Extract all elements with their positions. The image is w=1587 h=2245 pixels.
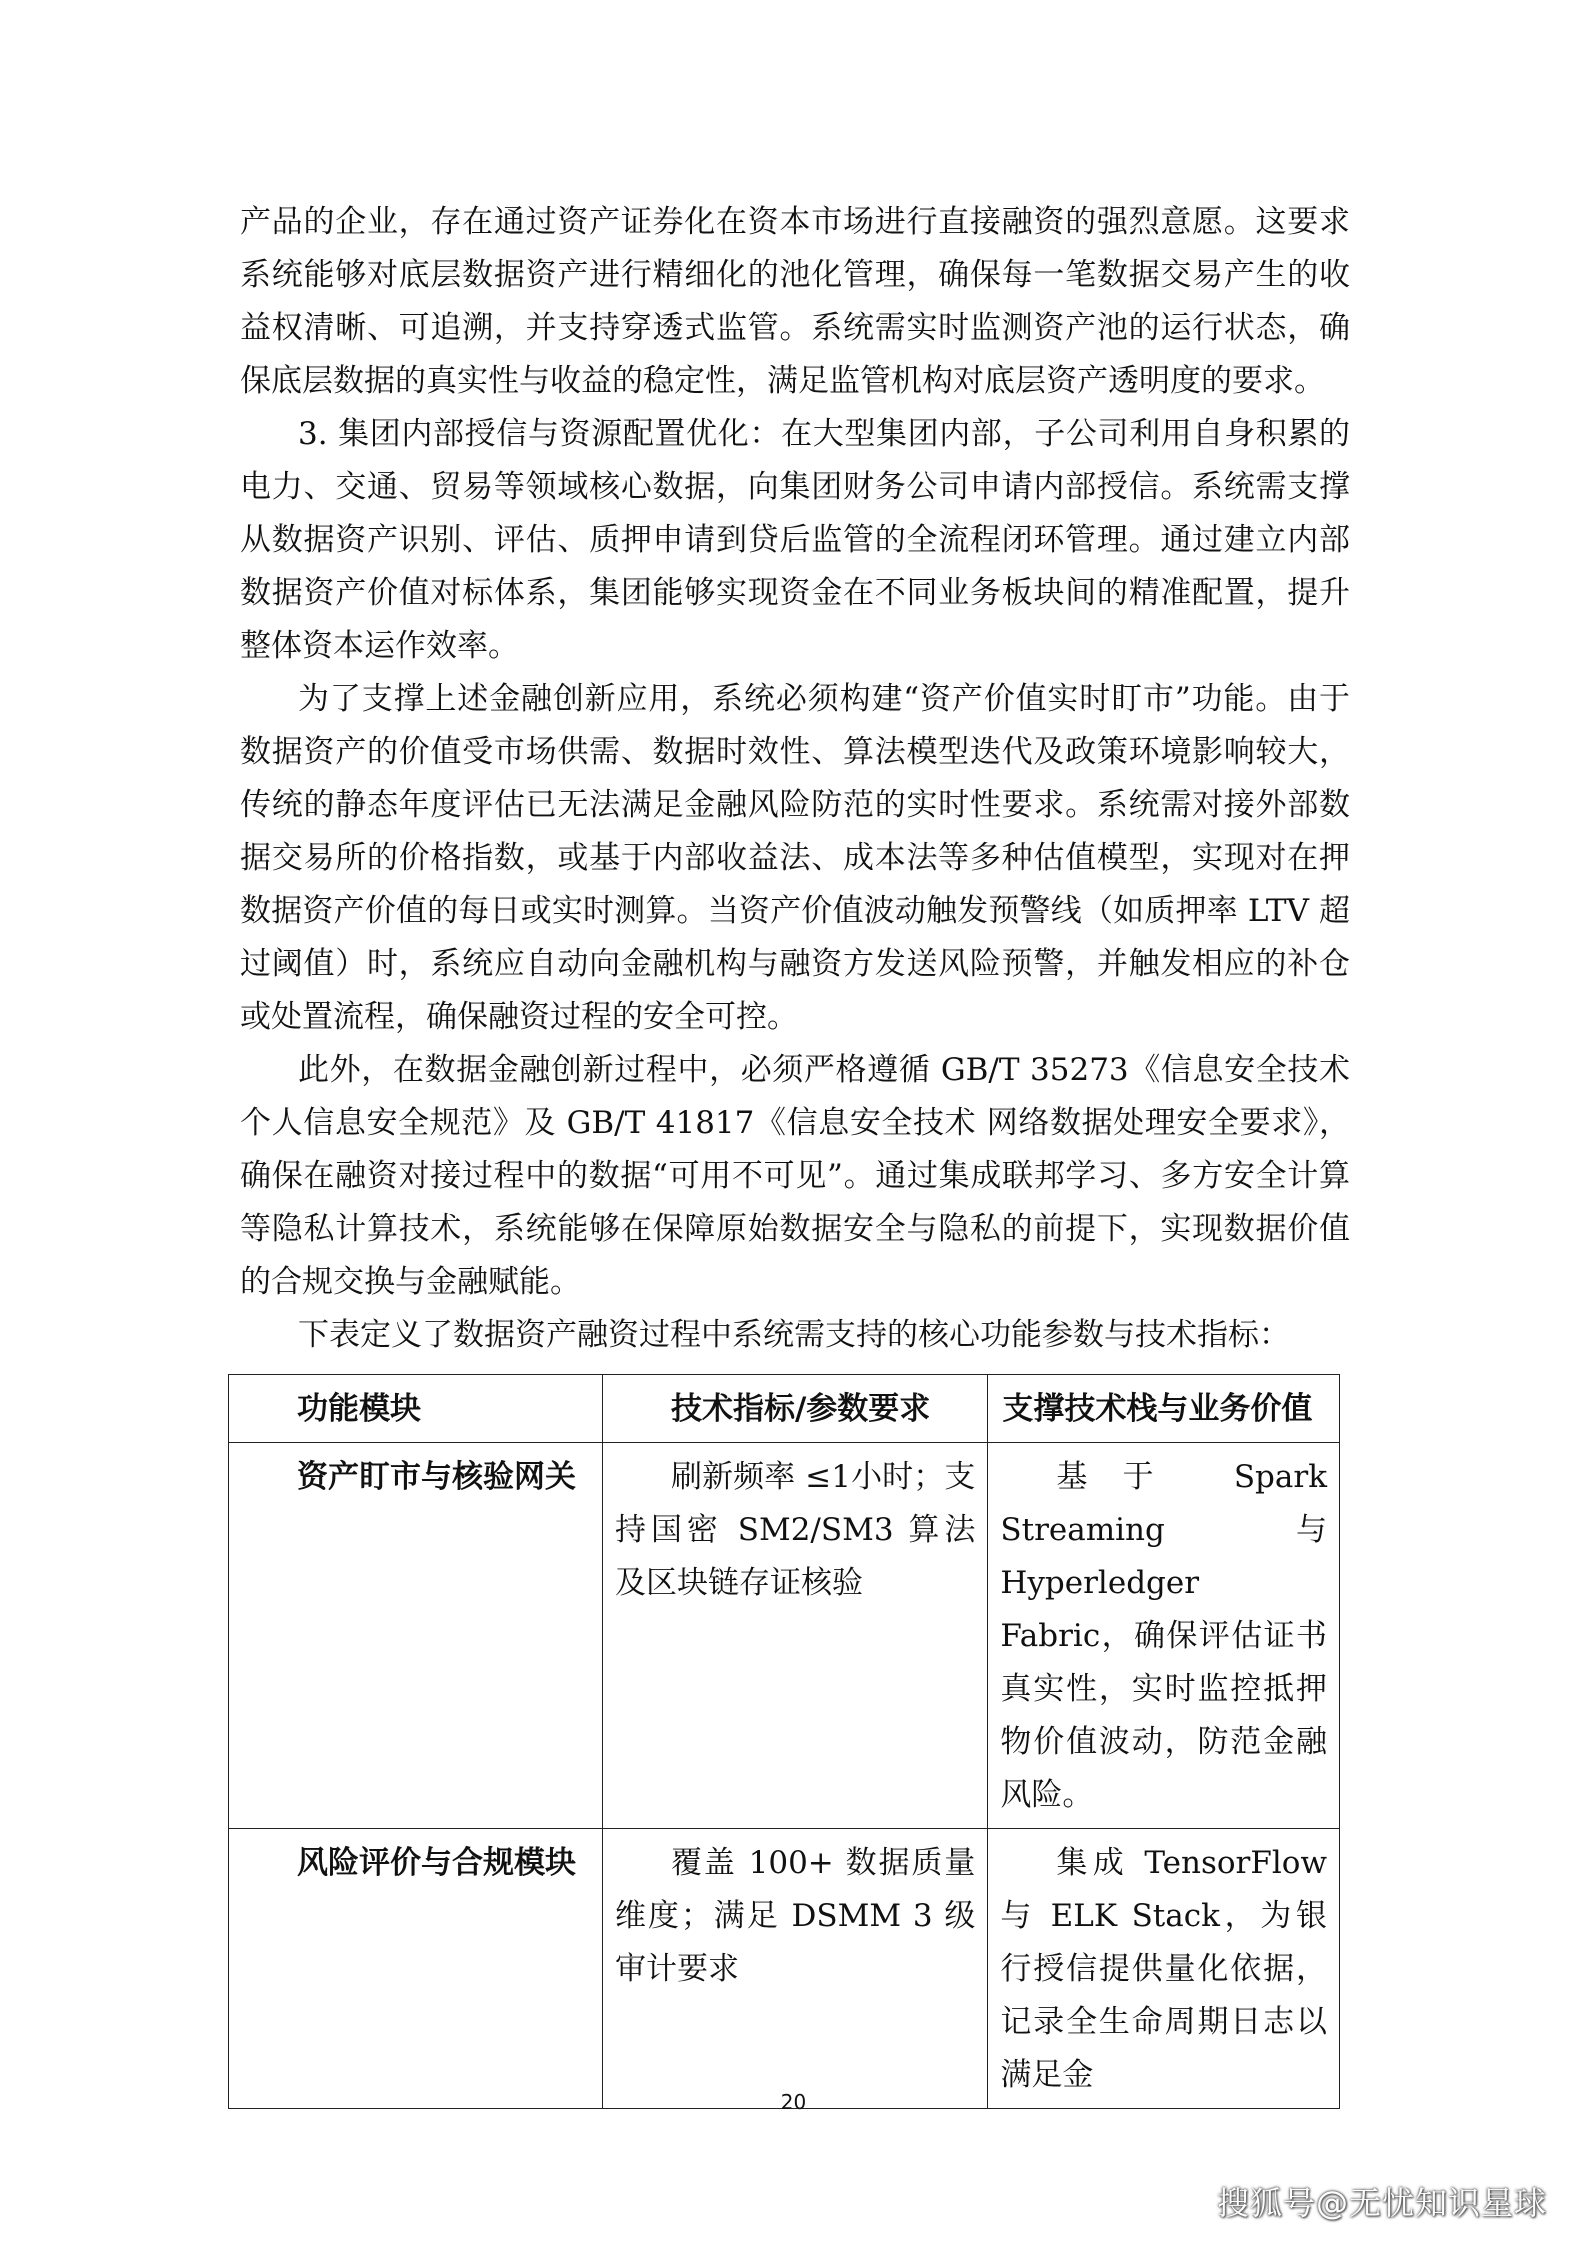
spec-table: [228, 1374, 1340, 2109]
source-watermark: 搜狐号@无忧知识星球: [1216, 2184, 1547, 2222]
paragraph-group-credit: 3. 集团内部授信与资源配置优化：在大型集团内部，子公司利用自身积累的电力、交通、贸易等领域核心数据，向集团财务公司申请内部授信。系统需支撑从数据资产识别、评估、质押申请到贷后监管的全流程闭环管理。通过建立内部数据资产价值对标体系，集团能够实现资金在不同业务板块间的精准配置，提升整体资本运作效率。: [240, 416, 1350, 664]
table-row: [229, 1829, 1340, 2109]
table-intro: 下表定义了数据资产融资过程中系统需支持的核心功能参数与技术指标：: [298, 1317, 1290, 1353]
cell-module: 风险评价与合规模块: [229, 1829, 603, 2109]
body-text: [240, 196, 1350, 1362]
table-row: [229, 1443, 1340, 1829]
cell-value: 基于 Spark Streaming 与 Hyperledger Fabric，确保评估证书真实性，实时监控抵押物价值波动，防范金融风险。: [988, 1443, 1340, 1829]
paragraph-asset-securitization: 产品的企业，存在通过资产证券化在资本市场进行直接融资的强烈意愿。这要求系统能够对底层数据资产进行精细化的池化管理，确保每一笔数据交易产生的收益权清晰、可追溯，并支持穿透式监管。系统需实时监测资产池的运行状态，确保底层数据的真实性与收益的稳定性，满足监管机构对底层资产透明度的要求。: [240, 204, 1350, 399]
header-module: 功能模块: [229, 1375, 603, 1443]
cell-spec: 刷新频率 ≤1小时；支持国密 SM2/SM3 算法及区块链存证核验: [602, 1443, 987, 1829]
cell-spec: 覆盖 100+ 数据质量维度；满足 DSMM 3 级审计要求: [602, 1829, 987, 2109]
cell-module: 资产盯市与核验网关: [229, 1443, 603, 1829]
paragraph-mark-to-market: 为了支撑上述金融创新应用，系统必须构建“资产价值实时盯市”功能。由于数据资产的价值受市场供需、数据时效性、算法模型迭代及政策环境影响较大，传统的静态年度评估已无法满足金融风险防范的实时性要求。系统需对接外部数据交易所的价格指数，或基于内部收益法、成本法等多种估值模型，实现对在押数据资产价值的每日或实时测算。当资产价值波动触发预警线（如质押率 LTV 超过阈值）时，系统应自动向金融机构与融资方发送风险预警，并触发相应的补仓或处置流程，确保融资过程的安全可控。: [240, 681, 1350, 1035]
paragraph-compliance: 此外，在数据金融创新过程中，必须严格遵循 GB/T 35273《信息安全技术 个人信息安全规范》及 GB/T 41817《信息安全技术 网络数据处理安全要求》，确保在融资对接过程中的数据“可用不可见”。通过集成联邦学习、多方安全计算等隐私计算技术，系统能够在保障原始数据安全与隐私的前提下，实现数据价值的合规交换与金融赋能。: [240, 1052, 1350, 1300]
cell-value: 集成 TensorFlow 与 ELK Stack，为银行授信提供量化依据，记录全生命周期日志以满足金: [988, 1829, 1340, 2109]
table-header-row: [229, 1375, 1340, 1443]
header-spec: 技术指标/参数要求: [602, 1375, 987, 1443]
page-number: 20: [780, 2090, 807, 2114]
header-value: 支撑技术栈与业务价值: [988, 1375, 1340, 1443]
